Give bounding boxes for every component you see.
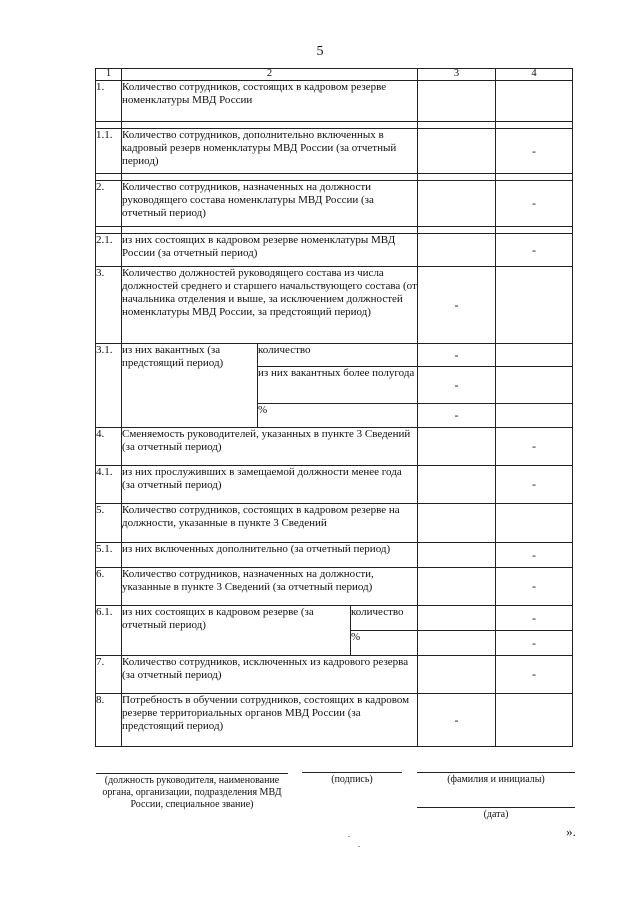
- sub-label: %: [351, 631, 418, 656]
- page-number: 5: [316, 44, 324, 59]
- value-cell-col3: [418, 181, 496, 227]
- row-text: Количество сотрудников, дополнительно включенных в кадровый резерв номенклатуры МВД России (за отчетный период): [122, 129, 418, 174]
- value-cell-col4: -: [496, 181, 573, 227]
- row-number: 4.1.: [96, 466, 122, 504]
- value-cell-col3: -: [418, 694, 496, 747]
- value-cell-col4: -: [496, 543, 573, 568]
- value-cell-col4: [496, 344, 573, 367]
- row-text: Количество сотрудников, состоящих в кадровом резерве на должности, указанные в пункте 3 Сведений: [122, 504, 418, 543]
- value-cell-col4: -: [496, 631, 573, 656]
- value-cell-col3: [418, 656, 496, 694]
- date-caption: (дата): [483, 809, 509, 820]
- table-row: [96, 129, 573, 174]
- table-row: [96, 267, 573, 344]
- row-text: из них состоящих в кадровом резерве номенклатуры МВД России (за отчетный период): [122, 234, 418, 267]
- table-row: [96, 694, 573, 747]
- sub-label: %: [258, 404, 418, 428]
- value-cell-col3: [418, 129, 496, 174]
- value-cell-col3: -: [418, 267, 496, 344]
- row-text: из них прослуживших в замещаемой должности менее года (за отчетный период): [122, 466, 418, 504]
- table-header-row: [96, 69, 573, 81]
- position-caption: (должность руководителя, наименование органа, организации, подразделения МВД России, специальное звание): [102, 775, 282, 810]
- row-text: Количество сотрудников, состоящих в кадровом резерве номенклатуры МВД России: [122, 81, 418, 122]
- value-cell-col3: -: [418, 404, 496, 428]
- value-cell-col4: -: [496, 466, 573, 504]
- value-cell-col3: [418, 631, 496, 656]
- name-caption: (фамилия и инициалы): [447, 774, 545, 785]
- sub-label: количество: [351, 606, 418, 631]
- table-row: [96, 504, 573, 543]
- value-cell-col4: [496, 81, 573, 122]
- row-text: из них вакантных (за предстоящий период): [122, 344, 258, 428]
- row-number: 3.1.: [96, 344, 122, 428]
- scan-speck: [358, 846, 360, 847]
- value-cell-col3: [418, 606, 496, 631]
- table-row: [96, 344, 573, 367]
- sub-label: количество: [258, 344, 418, 367]
- row-text: Потребность в обучении сотрудников, состоящих в кадровом резерве территориальных органов МВД России (за предстоящий период): [122, 694, 418, 747]
- table-row: [96, 568, 573, 606]
- row-text: из них состоящих в кадровом резерве (за отчетный период): [122, 606, 351, 656]
- value-cell-col4: -: [496, 606, 573, 631]
- value-cell-col3: [418, 568, 496, 606]
- value-cell-col4: [496, 404, 573, 428]
- value-cell-col3: -: [418, 367, 496, 404]
- row-number: 4.: [96, 428, 122, 466]
- value-cell-col3: [418, 504, 496, 543]
- table-row: [96, 81, 573, 122]
- table-row: [96, 606, 573, 631]
- table-row: [96, 181, 573, 227]
- row-number: 1.: [96, 81, 122, 122]
- row-number: 1.1.: [96, 129, 122, 174]
- column-header-1: 1: [96, 69, 122, 81]
- row-number: 6.: [96, 568, 122, 606]
- closing-mark: ».: [566, 824, 576, 839]
- name-line: [417, 772, 575, 773]
- table-row: [96, 428, 573, 466]
- value-cell-col4: [496, 504, 573, 543]
- row-text: Количество сотрудников, назначенных на должности, указанные в пункте 3 Сведений (за отчетный период): [122, 568, 418, 606]
- row-text: Количество должностей руководящего состава из числа должностей среднего и старшего начальствующего состава (от начальника отделения и выше, за исключением должностей номенклатуры МВД России, за предстоящий период): [122, 267, 418, 344]
- value-cell-col3: -: [418, 344, 496, 367]
- row-number: 3.: [96, 267, 122, 344]
- table-row: [96, 234, 573, 267]
- row-text: из них включенных дополнительно (за отчетный период): [122, 543, 418, 568]
- row-number: 8.: [96, 694, 122, 747]
- value-cell-col3: [418, 234, 496, 267]
- value-cell-col4: -: [496, 568, 573, 606]
- value-cell-col4: -: [496, 129, 573, 174]
- row-text: Сменяемость руководителей, указанных в пункте 3 Сведений (за отчетный период): [122, 428, 418, 466]
- table-row: [96, 466, 573, 504]
- position-signature-line: [96, 773, 288, 774]
- column-header-3: 3: [418, 69, 496, 81]
- value-cell-col4: [496, 267, 573, 344]
- sign-line: [302, 772, 402, 773]
- table-row: [96, 543, 573, 568]
- value-cell-col4: [496, 367, 573, 404]
- value-cell-col4: -: [496, 234, 573, 267]
- report-table: [95, 68, 573, 747]
- column-header-4: 4: [496, 69, 573, 81]
- column-header-2: 2: [122, 69, 418, 81]
- value-cell-col3: [418, 543, 496, 568]
- value-cell-col3: [418, 466, 496, 504]
- value-cell-col3: [418, 428, 496, 466]
- row-number: 5.1.: [96, 543, 122, 568]
- value-cell-col3: [418, 81, 496, 122]
- row-number: 5.: [96, 504, 122, 543]
- table-row: [96, 656, 573, 694]
- row-number: 6.1.: [96, 606, 122, 656]
- value-cell-col4: -: [496, 428, 573, 466]
- date-line: [417, 807, 575, 808]
- row-number: 2.1.: [96, 234, 122, 267]
- value-cell-col4: -: [496, 656, 573, 694]
- row-text: Количество сотрудников, назначенных на должности руководящего состава номенклатуры МВД России (за отчетный период): [122, 181, 418, 227]
- sub-label: из них вакантных более полугода: [258, 367, 418, 404]
- sign-caption: (подпись): [331, 774, 373, 785]
- row-number: 2.: [96, 181, 122, 227]
- value-cell-col4: [496, 694, 573, 747]
- scan-speck: [348, 836, 350, 837]
- row-number: 7.: [96, 656, 122, 694]
- row-text: Количество сотрудников, исключенных из кадрового резерва (за отчетный период): [122, 656, 418, 694]
